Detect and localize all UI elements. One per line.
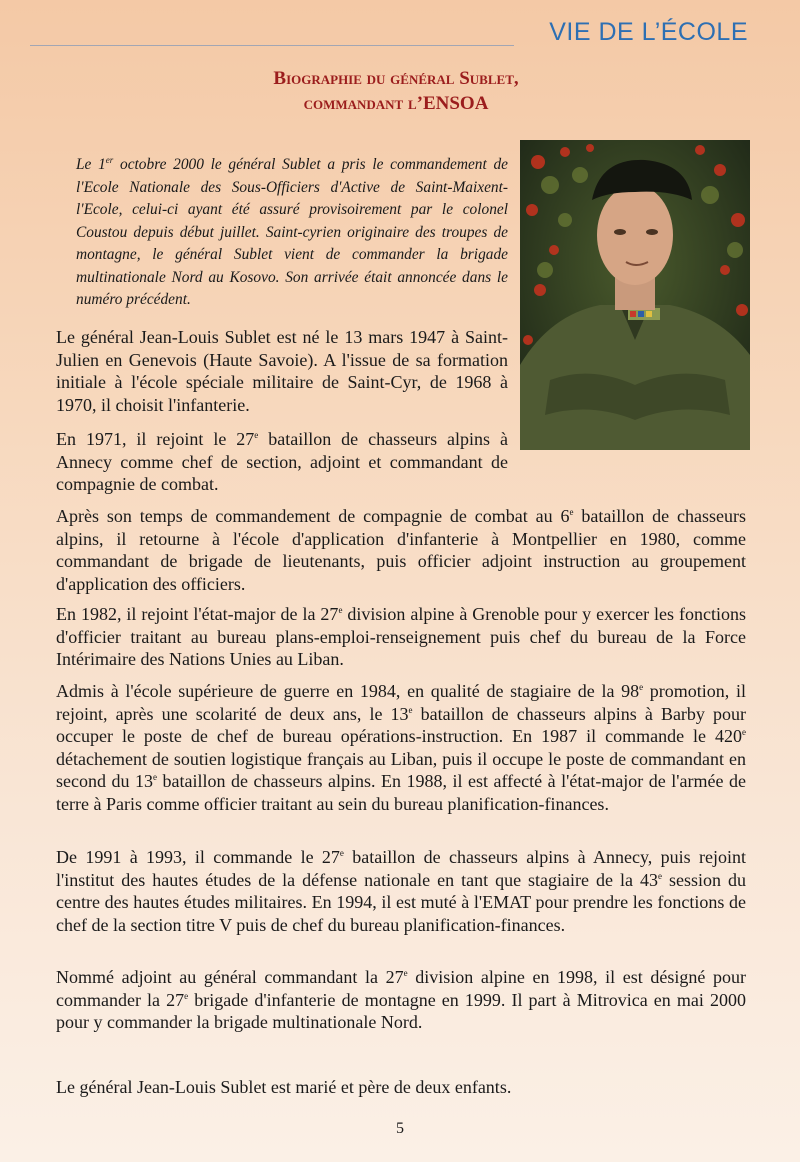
paragraph-text: détachement de soutien logistique français au Liban, puis il occupe le poste de commandant en second du 13	[56, 748, 746, 791]
intro-paragraph	[76, 154, 508, 312]
paragraph-text: En 1971, il rejoint le 27	[56, 429, 255, 449]
paragraph-text: Après son temps de commandement de compagnie de combat au 6	[56, 506, 570, 526]
paragraph-text: En 1982, il rejoint l'état-major de la 27	[56, 604, 339, 624]
paragraph-text: session du centre des hautes études militaires. En 1994, il est muté à l'EMAT pour prendre les fonctions de chef de la section titre V puis de chef du bureau planification-finances.	[56, 869, 746, 935]
paragraph-text: division alpine à Grenoble pour y exercer les fonctions d'officier traitant au bureau plans-emploi-renseignement puis chef du bureau de la Force Intérimaire des Nations Unies au Liban.	[56, 604, 747, 669]
ordinal-superscript: e	[254, 430, 259, 440]
paragraph-text: bataillon de chasseurs alpins, il retourne à l'école d'application d'infanterie à Montpellier en 1980, comme commandant de brigade de lieutenants, puis officier adjoint instruction au groupement d'application des officiers.	[56, 506, 746, 594]
article-title	[200, 66, 592, 116]
portrait-illustration	[520, 140, 750, 450]
body-paragraph-5	[56, 680, 746, 815]
body-paragraph-2	[56, 428, 508, 496]
ordinal-superscript: e	[657, 870, 662, 881]
ordinal-superscript: e	[639, 682, 644, 692]
body-paragraph-4	[56, 603, 746, 671]
paragraph-text: brigade d'infanterie de montagne en 1999. Il part à Mitrovica en mai 2000 pour y commander la brigade multinationale Nord.	[56, 989, 746, 1032]
ordinal-superscript: e	[339, 848, 344, 858]
paragraph-text: De 1991 à 1993, il commande le 27	[56, 847, 340, 867]
paragraph-text: bataillon de chasseurs alpins à Barby pour occuper le poste de chef de bureau opérations-instruction. En 1987 il commande le 420	[56, 703, 747, 746]
ordinal-superscript: er	[105, 154, 114, 165]
article-title-line-2: commandant l’ENSOA	[303, 93, 489, 114]
portrait-photo	[520, 140, 750, 450]
ordinal-superscript: e	[569, 507, 574, 517]
paragraph-text: Nommé adjoint au général commandant la 27	[56, 967, 404, 987]
page-number: 5	[396, 1120, 404, 1137]
paragraph-text: Admis à l'école supérieure de guerre en 1984, en qualité de stagiaire de la 98	[56, 681, 640, 701]
section-title: VIE DE L’ÉCOLE	[549, 18, 748, 46]
body-paragraph-6	[56, 846, 746, 936]
body-paragraph-7	[56, 966, 746, 1034]
article-title-line-1: Biographie du général Sublet,	[273, 68, 519, 89]
ordinal-superscript: e	[742, 727, 746, 737]
ordinal-superscript: e	[184, 990, 189, 1001]
intro-text-rest: octobre 2000 le général Sublet a pris le commandement de l'Ecole Nationale des Sous-Officiers d'Active de Saint-Maixent-l'Ecole, celui-ci ayant été assuré provisoirement par le colonel Coustou depuis début juillet. Saint-cyrien originaire des troupes de montagne, le général Sublet vient de commander la brigade multinationale Nord au Kosovo. Son arrivée était annoncée dans le numéro précédent.	[76, 156, 508, 308]
ordinal-superscript: e	[338, 605, 343, 615]
header-rule	[30, 45, 514, 46]
paragraph-text: bataillon de chasseurs alpins à Annecy comme chef de section, adjoint et commandant de compagnie de combat.	[56, 429, 508, 494]
ordinal-superscript: e	[408, 704, 413, 715]
paragraph-text: division alpine en 1998, il est désigné pour commander la 27	[56, 967, 746, 1010]
body-paragraph-1: Le général Jean-Louis Sublet est né le 13 mars 1947 à Saint-Julien en Genevois (Haute Savoie). A l'issue de sa formation initiale à l'école spéciale militaire de Saint-Cyr, de 1968 à 1970, il choisit l'infanterie.	[56, 327, 508, 415]
paragraph-text: bataillon de chasseurs alpins à Annecy, puis rejoint l'institut des hautes études de la défense nationale en tant que stagiaire de la 43	[56, 847, 746, 890]
body-paragraph-3	[56, 505, 746, 595]
ordinal-superscript: e	[153, 772, 157, 782]
paragraph-text: bataillon de chasseurs alpins. En 1988, il est affecté à l'état-major de l'armée de terre à Paris comme officier traitant au sein du bureau planification-finances.	[56, 771, 747, 814]
paragraph-text: promotion, il rejoint, après une scolarité de deux ans, le 13	[56, 681, 746, 724]
ordinal-superscript: e	[403, 968, 408, 978]
body-paragraph-8: Le général Jean-Louis Sublet est marié et père de deux enfants.	[56, 1077, 512, 1097]
intro-text-start: Le 1	[76, 156, 106, 173]
